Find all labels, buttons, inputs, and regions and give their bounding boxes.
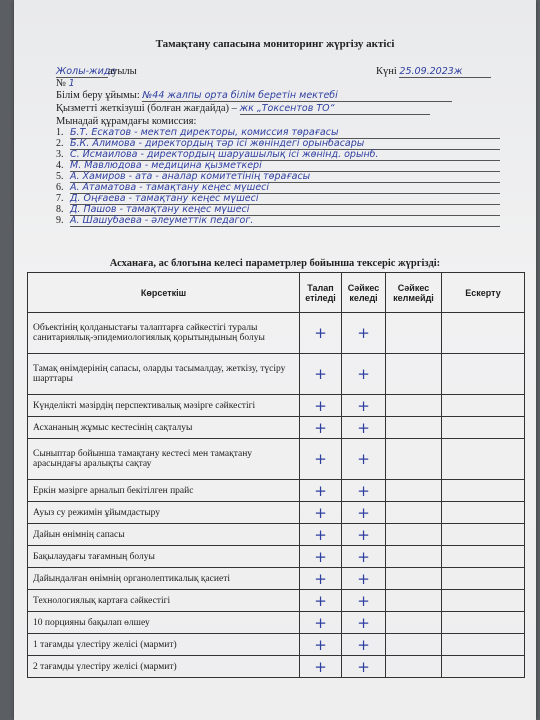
commission-member-handwritten: Б.Т. Ескатов - мектеп директоры, комиссия төрағасы (70, 127, 500, 139)
not-matches-cell (386, 656, 442, 678)
table-row (28, 480, 525, 502)
note-cell (442, 439, 525, 480)
indicator-cell: Асхананың жұмыс кестесінің сақталуы (28, 417, 300, 439)
not-matches-cell (386, 395, 442, 417)
commission-member-handwritten: Б.К. Алимова - директордың тәр ісі жөніндегі орынбасары (70, 138, 500, 150)
not-matches-cell (386, 568, 442, 590)
indicator-cell: Дайын өнімнің сапасы (28, 524, 300, 546)
indicator-cell: Тамақ өнімдерінің сапасы, оларды тасымалдау, жеткізу, түсіру шарттары (28, 354, 300, 395)
required-mark: + (300, 524, 342, 546)
required-mark: + (300, 568, 342, 590)
indicator-cell: 1 тағамды үлестіру желісі (мармит) (28, 634, 300, 656)
required-mark: + (300, 354, 342, 395)
provider-label: Қызметті жеткізуші (болған жағдайда) – (56, 103, 237, 114)
note-cell (442, 524, 525, 546)
date-line (376, 66, 491, 78)
not-matches-cell (386, 354, 442, 395)
date-label: Күні (376, 66, 397, 77)
column-header-not-matches: Сәйкес келмейді (386, 273, 442, 313)
indicator-cell: 2 тағамды үлестіру желісі (мармит) (28, 656, 300, 678)
indicator-cell: Объектінің қолданыстағы талаптарға сәйкестігі туралы санитариялық-эпидемиологиялық қорытындының болуы (28, 313, 300, 354)
commission-member-number: 5. (56, 171, 64, 182)
note-cell (442, 546, 525, 568)
matches-mark: + (342, 395, 386, 417)
commission-member-handwritten: А. Хамиров - ата - аналар комитетінің төрағасы (70, 171, 500, 183)
column-header-indicator: Көрсеткіш (28, 273, 300, 313)
commission-member (56, 215, 500, 227)
table-row (28, 590, 525, 612)
note-cell (442, 656, 525, 678)
number-handwritten: 1 (68, 78, 75, 89)
indicator-cell: Технологиялық картаға сәйкестігі (28, 590, 300, 612)
table-row (28, 634, 525, 656)
required-mark: + (300, 439, 342, 480)
note-cell (442, 354, 525, 395)
commission-label: Мынадай құрамдағы комиссия: (56, 116, 197, 127)
commission-member-handwritten: А. Атаматова - тамақтану кеңес мүшесі (70, 182, 500, 194)
commission-member-number: 2. (56, 138, 64, 149)
number-label: № (56, 78, 67, 89)
indicator-cell: Бақылаудағы тағамның болуы (28, 546, 300, 568)
indicator-cell: Ауыз су режимін ұйымдастыру (28, 502, 300, 524)
note-cell (442, 480, 525, 502)
commission-member-number: 7. (56, 193, 64, 204)
not-matches-cell (386, 546, 442, 568)
not-matches-cell (386, 612, 442, 634)
not-matches-cell (386, 439, 442, 480)
matches-mark: + (342, 439, 386, 480)
village-handwritten: Жолы-жиде (56, 66, 117, 77)
document-title: Тамақтану сапасына мониторинг жүргізу актісі (155, 38, 395, 50)
required-mark: + (300, 417, 342, 439)
table-row (28, 568, 525, 590)
matches-mark: + (342, 590, 386, 612)
indicator-cell: 10 порцияны бақылап өлшеу (28, 612, 300, 634)
date-handwritten: 25.09.2023ж (399, 66, 491, 78)
commission-member-number: 4. (56, 160, 64, 171)
number-line (56, 78, 75, 89)
inspection-subtitle: Асханаға, ас блогына келесі параметрлер бойынша тексеріс жүргізді: (109, 258, 441, 269)
note-cell (442, 313, 525, 354)
column-header-required: Талап етіледі (300, 273, 342, 313)
column-header-matches: Сәйкес келеді (342, 273, 386, 313)
matches-mark: + (342, 546, 386, 568)
table-row (28, 395, 525, 417)
not-matches-cell (386, 502, 442, 524)
commission-member-handwritten: А. Шашубаева - әлеуметтік педагог. (70, 215, 500, 227)
not-matches-cell (386, 480, 442, 502)
matches-mark: + (342, 480, 386, 502)
indicator-cell: Дайындалған өнімнің органолептикалық қасиеті (28, 568, 300, 590)
required-mark: + (300, 612, 342, 634)
commission-member-number: 1. (56, 127, 64, 138)
org-label: Білім беру ұйымы: (56, 90, 140, 101)
not-matches-cell (386, 634, 442, 656)
table-row (28, 354, 525, 395)
note-cell (442, 612, 525, 634)
matches-mark: + (342, 417, 386, 439)
commission-member-handwritten: Д. Оңғаева - тамақтану кеңес мүшесі (70, 193, 500, 205)
commission-member-number: 8. (56, 204, 64, 215)
note-cell (442, 568, 525, 590)
inspection-table (27, 272, 525, 678)
matches-mark: + (342, 634, 386, 656)
commission-member-handwritten: Д. Пашов - тамақтану кеңес мүшесі (70, 204, 500, 216)
required-mark: + (300, 590, 342, 612)
matches-mark: + (342, 568, 386, 590)
required-mark: + (300, 480, 342, 502)
village-suffix: ауылы (108, 66, 137, 77)
table-row (28, 417, 525, 439)
matches-mark: + (342, 524, 386, 546)
indicator-cell: Күнделікті мәзірдің перспективалық мәзірге сәйкестігі (28, 395, 300, 417)
commission-member-handwritten: М. Мавлюдова - медицина қызметкері (70, 160, 500, 172)
table-row (28, 612, 525, 634)
column-header-note: Ескерту (442, 273, 525, 313)
required-mark: + (300, 313, 342, 354)
org-handwritten: №44 жалпы орта білім беретін мектебі (142, 90, 452, 102)
table-row (28, 524, 525, 546)
org-line (56, 90, 452, 102)
matches-mark: + (342, 313, 386, 354)
village-line (56, 66, 137, 78)
indicator-cell: Сыныптар бойынша тамақтану кестесі мен тамақтану арасындағы аралықты сақтау (28, 439, 300, 480)
matches-mark: + (342, 656, 386, 678)
table-row (28, 546, 525, 568)
required-mark: + (300, 546, 342, 568)
not-matches-cell (386, 417, 442, 439)
provider-line (56, 103, 430, 115)
provider-handwritten: жк „Токсентов ТО“ (240, 103, 430, 115)
not-matches-cell (386, 524, 442, 546)
table-row (28, 313, 525, 354)
table-row (28, 502, 525, 524)
not-matches-cell (386, 313, 442, 354)
document-page (14, 0, 536, 720)
table-row (28, 656, 525, 678)
commission-member-handwritten: С. Исмаилова - директордың шаруашылық ісі жөнінд. орынб. (70, 149, 500, 161)
note-cell (442, 590, 525, 612)
note-cell (442, 634, 525, 656)
note-cell (442, 502, 525, 524)
required-mark: + (300, 502, 342, 524)
matches-mark: + (342, 612, 386, 634)
note-cell (442, 417, 525, 439)
indicator-cell: Еркін мәзірге арналып бекітілген прайс (28, 480, 300, 502)
commission-member-number: 9. (56, 215, 64, 226)
matches-mark: + (342, 354, 386, 395)
matches-mark: + (342, 502, 386, 524)
commission-member-number: 3. (56, 149, 64, 160)
commission-member-number: 6. (56, 182, 64, 193)
not-matches-cell (386, 590, 442, 612)
table-row (28, 439, 525, 480)
required-mark: + (300, 634, 342, 656)
required-mark: + (300, 656, 342, 678)
required-mark: + (300, 395, 342, 417)
note-cell (442, 395, 525, 417)
